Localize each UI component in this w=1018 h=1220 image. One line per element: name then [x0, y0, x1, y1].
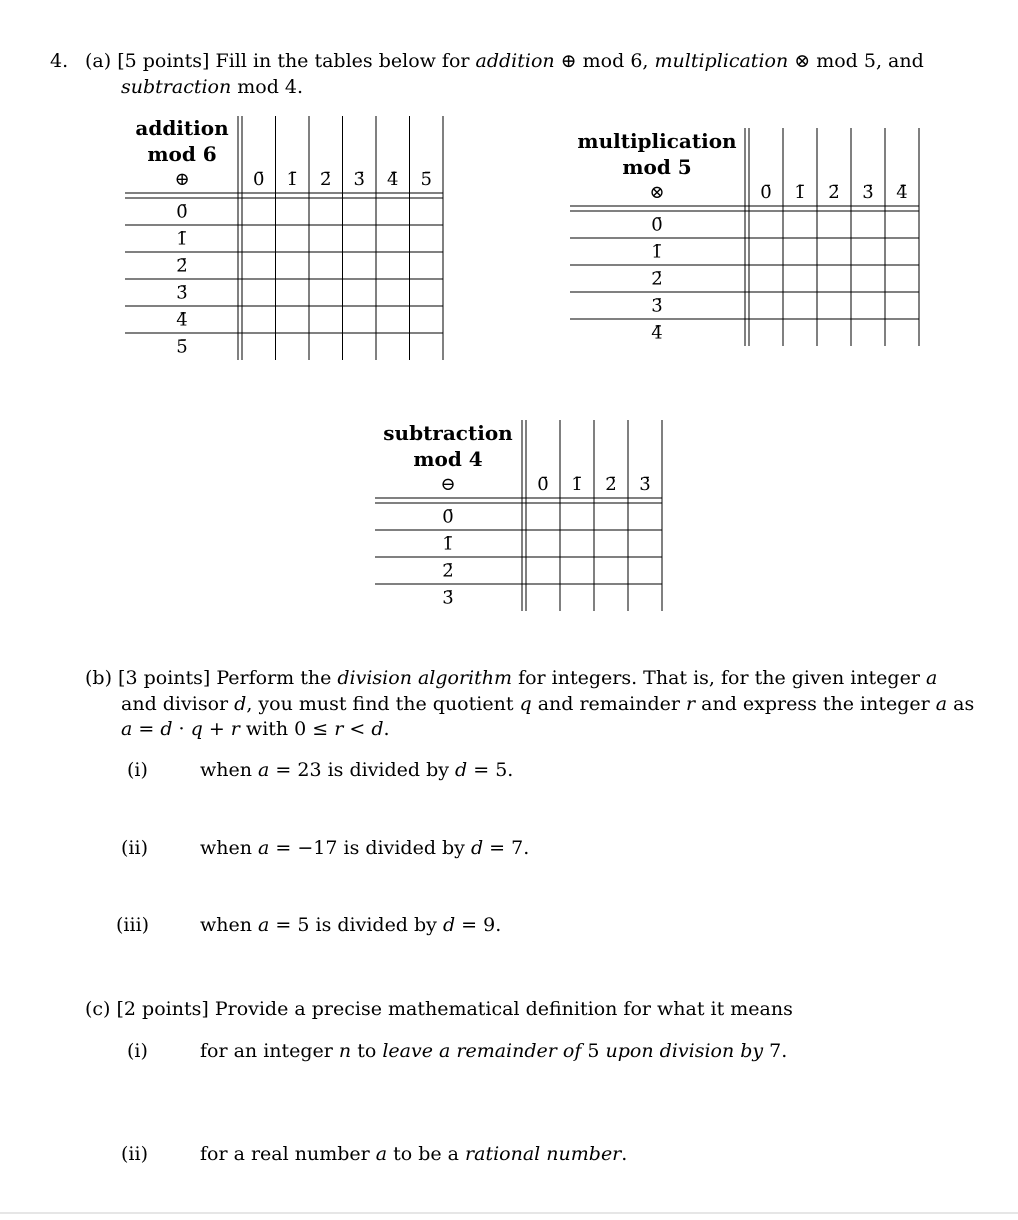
row-header: 1̄: [176, 228, 188, 250]
part-a-line-1: (a) [5 points] Fill in the tables below for addition ⊕ mod 6, multiplication ⊗ mod 5, and: [85, 50, 924, 72]
column-header: 5̄: [420, 169, 432, 190]
row-header: 3̄: [176, 282, 188, 304]
part-b-line-2: and divisor d, you must find the quotient q and remainder r and express the integer a as: [121, 693, 975, 715]
multiplication-table: [565, 126, 921, 352]
column-header: 0̄: [537, 474, 549, 495]
row-header: 2̄: [651, 268, 663, 290]
column-header: 2̄: [605, 474, 617, 495]
column-header: 1̄: [571, 474, 583, 495]
table-title: mod 4: [413, 447, 483, 471]
table-title: mod 5: [622, 155, 692, 179]
row-header: 2̄: [176, 255, 188, 277]
row-header: 0̄: [651, 214, 663, 236]
subtraction-table: [370, 418, 666, 618]
column-header: 2̄: [320, 169, 332, 190]
part-c-tag: (c): [85, 998, 111, 1020]
table-title: multiplication: [577, 129, 737, 153]
part-b-points: [3 points]: [118, 667, 211, 689]
column-header: 0̄: [760, 182, 772, 203]
part-a-line-2: subtraction mod 4.: [121, 76, 304, 98]
column-header: 4̄: [896, 182, 908, 203]
row-header: 3̄: [442, 587, 454, 609]
part-b-item-text: when a = −17 is divided by d = 7.: [200, 837, 530, 859]
table-title: addition: [135, 116, 229, 140]
part-b-item-text: when a = 23 is divided by d = 5.: [200, 759, 514, 781]
row-header: 1̄: [442, 533, 454, 555]
column-header: 3̄: [862, 182, 874, 203]
part-b-line-1: (b) [3 points] Perform the division algorithm for integers. That is, for the given integer a: [85, 667, 938, 689]
row-header: 4̄: [176, 309, 188, 331]
part-a-tag: (a): [85, 50, 112, 72]
column-header: 0̄: [253, 169, 265, 190]
part-c-item-text: for an integer n to leave a remainder of 5 upon division by 7.: [200, 1040, 788, 1062]
part-c-item-text: for a real number a to be a rational number.: [200, 1143, 628, 1165]
problem-number: 4.: [50, 50, 69, 72]
part-b-item-label: (ii): [121, 837, 148, 859]
row-header: 2̄: [442, 560, 454, 582]
operator-symbol: ⊕: [174, 169, 190, 190]
operator-symbol: ⊖: [440, 474, 456, 495]
column-header: 3̄: [639, 474, 651, 495]
column-header: 1̄: [794, 182, 806, 203]
column-header: 2̄: [828, 182, 840, 203]
row-header: 4̄: [651, 322, 663, 344]
part-b-tag: (b): [85, 667, 112, 689]
operator-symbol: ⊗: [649, 182, 665, 203]
part-b-item-label: (i): [127, 759, 148, 781]
part-c-item-label: (ii): [121, 1143, 148, 1165]
part-b-item-label: (iii): [116, 914, 150, 936]
part-a-points: [5 points]: [117, 50, 210, 72]
row-header: 5̄: [176, 336, 188, 358]
row-header: 0̄: [442, 506, 454, 528]
part-c-line-1: (c) [2 points] Provide a precise mathematical definition for what it means: [85, 998, 793, 1020]
table-title: mod 6: [147, 142, 217, 166]
column-header: 3̄: [353, 169, 365, 190]
row-header: 0̄: [176, 201, 188, 223]
part-b-line-3: a = d · q + r with 0 ≤ r < d.: [121, 718, 390, 740]
row-header: 3̄: [651, 295, 663, 317]
part-c-points: [2 points]: [116, 998, 209, 1020]
column-header: 1̄: [286, 169, 298, 190]
part-c-item-label: (i): [127, 1040, 148, 1062]
part-b-item-text: when a = 5 is divided by d = 9.: [200, 914, 502, 936]
page-bottom-divider: [0, 1212, 1018, 1214]
table-title: subtraction: [383, 421, 513, 445]
addition-table: [120, 114, 450, 364]
column-header: 4̄: [387, 169, 399, 190]
row-header: 1̄: [651, 241, 663, 263]
